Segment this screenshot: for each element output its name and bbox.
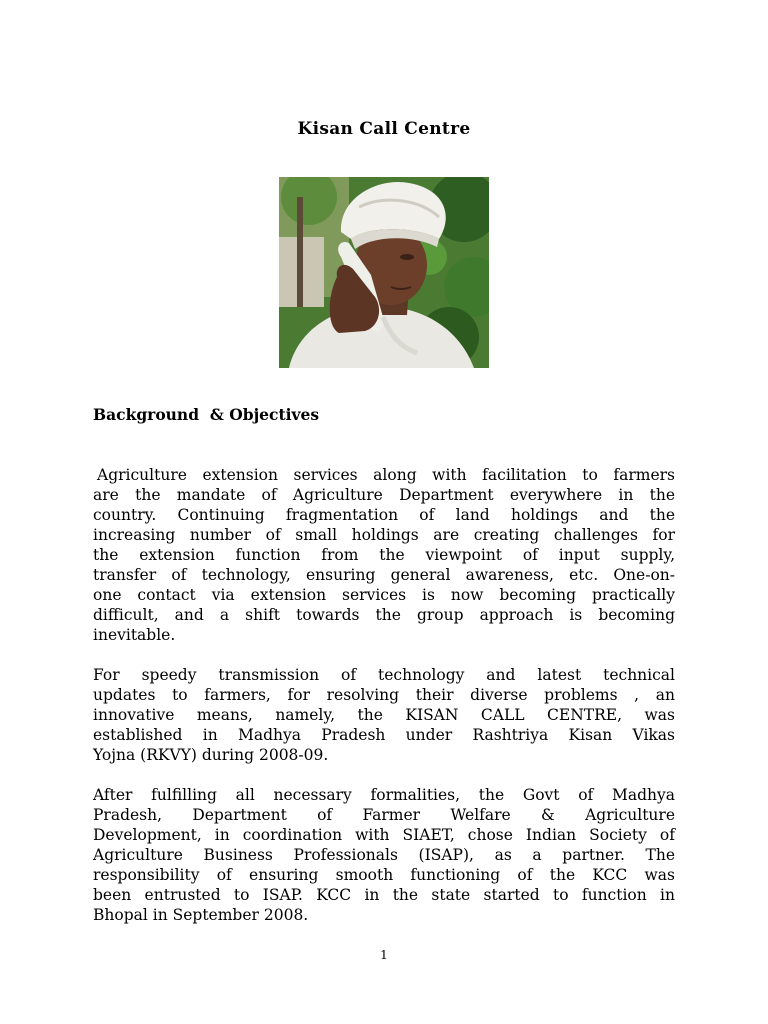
text-line: increasing number of small holdings are creating challenges for [93,526,675,544]
text-line: been entrusted to ISAP. KCC in the state started to function in [93,886,675,904]
text-line: difficult, and a shift towards the group approach is becoming [93,606,675,624]
paragraph-background [93,465,675,645]
text-line: Development, in coordination with SIAET, chose Indian Society of [93,826,675,844]
text-line: one contact via extension services is now becoming practically [93,586,675,604]
page-number: 1 [380,948,388,962]
farmer-photo [279,177,489,368]
page-title: Kisan Call Centre [297,119,471,139]
text-line: responsibility of ensuring smooth functioning of the KCC was [93,866,675,884]
text-line: innovative means, namely, the KISAN CALL CENTRE, was [93,706,675,724]
text-line: Yojna (RKVY) during 2008-09. [93,746,329,764]
text-line: Agriculture extension services along with facilitation to farmers [97,466,675,484]
text-line: updates to farmers, for resolving their diverse problems , an [93,686,675,704]
paragraph-isap-partner [93,785,675,925]
farmer-photo-illustration [279,177,489,368]
section-heading: Background & Objectives [93,405,320,424]
text-line: transfer of technology, ensuring general awareness, etc. One-on- [93,566,675,584]
text-line: Pradesh, Department of Farmer Welfare & Agriculture [93,806,675,824]
text-line: country. Continuing fragmentation of land holdings and the [93,506,675,524]
text-line: After fulfilling all necessary formalities, the Govt of Madhya [93,786,675,804]
text-line: inevitable. [93,626,176,644]
text-line: Bhopal in September 2008. [93,906,309,924]
text-line: established in Madhya Pradesh under Rashtriya Kisan Vikas [93,726,675,744]
paragraph-kcc-establishment [93,665,675,765]
text-line: For speedy transmission of technology and latest technical [93,666,675,684]
text-line: are the mandate of Agriculture Department everywhere in the [93,486,675,504]
text-line: Agriculture Business Professionals (ISAP), as a partner. The [93,846,675,864]
text-line: the extension function from the viewpoint of input supply, [93,546,675,564]
